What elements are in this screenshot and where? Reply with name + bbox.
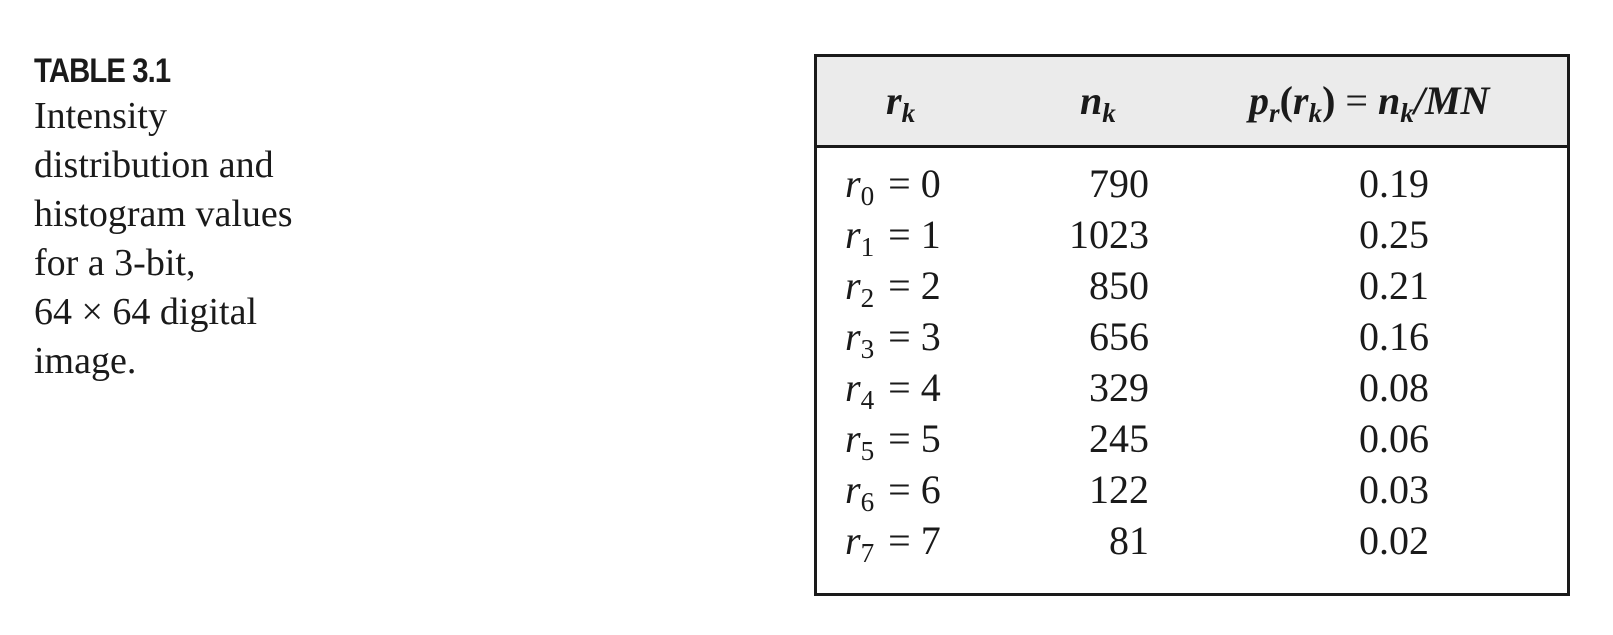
cell-rk: $r_0 = 0$ <box>845 161 941 212</box>
header-rk: $r_k$ <box>886 78 916 129</box>
table-row <box>817 515 1567 569</box>
table-row <box>817 311 1567 365</box>
table-label: TABLE 3.1 <box>34 52 171 90</box>
cell-probability: 0.25 <box>1359 212 1429 257</box>
cell-nk: 81 <box>1109 518 1149 563</box>
cell-nk: 850 <box>1089 263 1149 308</box>
table-header <box>817 57 1567 148</box>
cell-nk: 329 <box>1089 365 1149 410</box>
cell-rk: $r_2 = 2$ <box>845 263 941 314</box>
header-nk: $n_k$ <box>1080 78 1116 129</box>
cell-rk: $r_6 = 6$ <box>845 467 941 518</box>
cell-nk: 245 <box>1089 416 1149 461</box>
table-row <box>817 260 1567 314</box>
cell-rk: $r_4 = 4$ <box>845 365 941 416</box>
cell-probability: 0.16 <box>1359 314 1429 359</box>
cell-nk: 122 <box>1089 467 1149 512</box>
table-body <box>817 158 1567 569</box>
table-caption <box>34 50 374 386</box>
cell-probability: 0.02 <box>1359 518 1429 563</box>
cell-probability: 0.21 <box>1359 263 1429 308</box>
cell-probability: 0.08 <box>1359 365 1429 410</box>
table-row <box>817 158 1567 212</box>
cell-rk: $r_1 = 1$ <box>845 212 941 263</box>
cell-probability: 0.06 <box>1359 416 1429 461</box>
cell-probability: 0.03 <box>1359 467 1429 512</box>
histogram-table <box>814 54 1570 596</box>
cell-nk: 1023 <box>1069 212 1149 257</box>
cell-rk: $r_5 = 5$ <box>845 416 941 467</box>
cell-nk: 790 <box>1089 161 1149 206</box>
cell-probability: 0.19 <box>1359 161 1429 206</box>
table-row <box>817 464 1567 518</box>
header-probability: $p_r(r_k) = n_k/MN$ <box>1249 78 1490 129</box>
table-row <box>817 362 1567 416</box>
table-description: Intensity distribution and histogram values for a 3-bit, 64 × 64 digital image. <box>34 95 293 382</box>
cell-rk: $r_7 = 7$ <box>845 518 941 569</box>
cell-rk: $r_3 = 3$ <box>845 314 941 365</box>
table-row <box>817 413 1567 467</box>
cell-nk: 656 <box>1089 314 1149 359</box>
table-row <box>817 209 1567 263</box>
